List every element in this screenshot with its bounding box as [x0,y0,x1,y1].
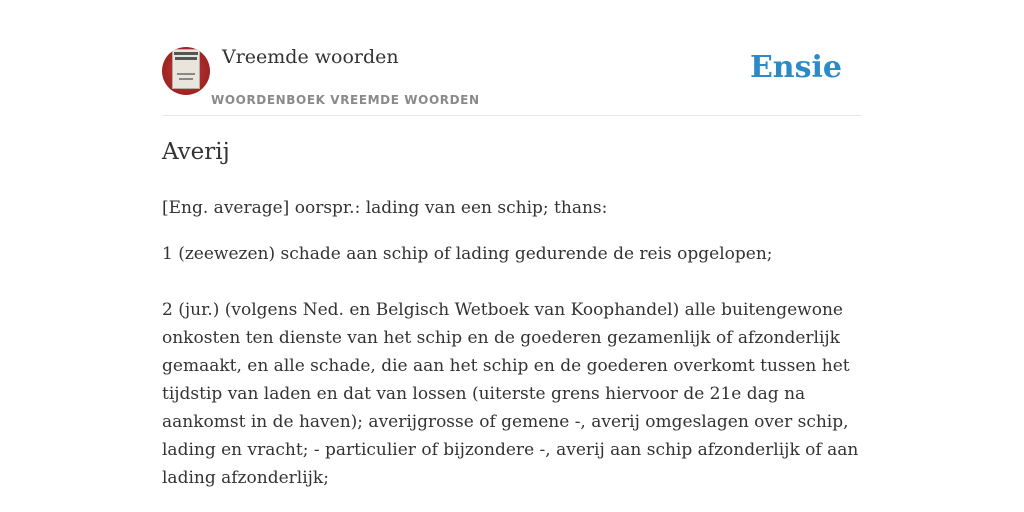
entry-term: Averij [162,139,230,165]
definition-intro: [Eng. average] oorspr.: lading van een schip; thans: [162,198,608,218]
header [162,0,862,116]
book-cover-avatar[interactable] [162,47,210,95]
book-icon [172,49,200,89]
entry-definition [162,194,862,492]
dictionary-subtitle[interactable]: WOORDENBOEK VREEMDE WOORDEN [211,93,480,107]
brand-logo[interactable]: Ensie [749,50,842,85]
entry-card [162,0,862,488]
definition-sense: 2 (jur.) (volgens Ned. en Belgisch Wetboek van Koophandel) alle buitengewone onkosten ten dienste van het schip en de goederen gezamenlijk of afzonderlijk gemaakt, en alle schade, die aan het schip en de goederen overkomt tussen het tijdstip van laden en dat van lossen (uiterste grens hiervoor de 21e dag na aankomst in de haven); averijgrosse of gemene -, averij omgeslagen over schip, lading en vracht; - particulier of bijzondere -, averij aan schip afzonderlijk of aan lading afzonderlijk; [162,300,859,488]
definition-sense: 1 (zeewezen) schade aan schip of lading gedurende de reis opgelopen; [162,244,773,264]
dictionary-title[interactable]: Vreemde woorden [222,46,399,68]
